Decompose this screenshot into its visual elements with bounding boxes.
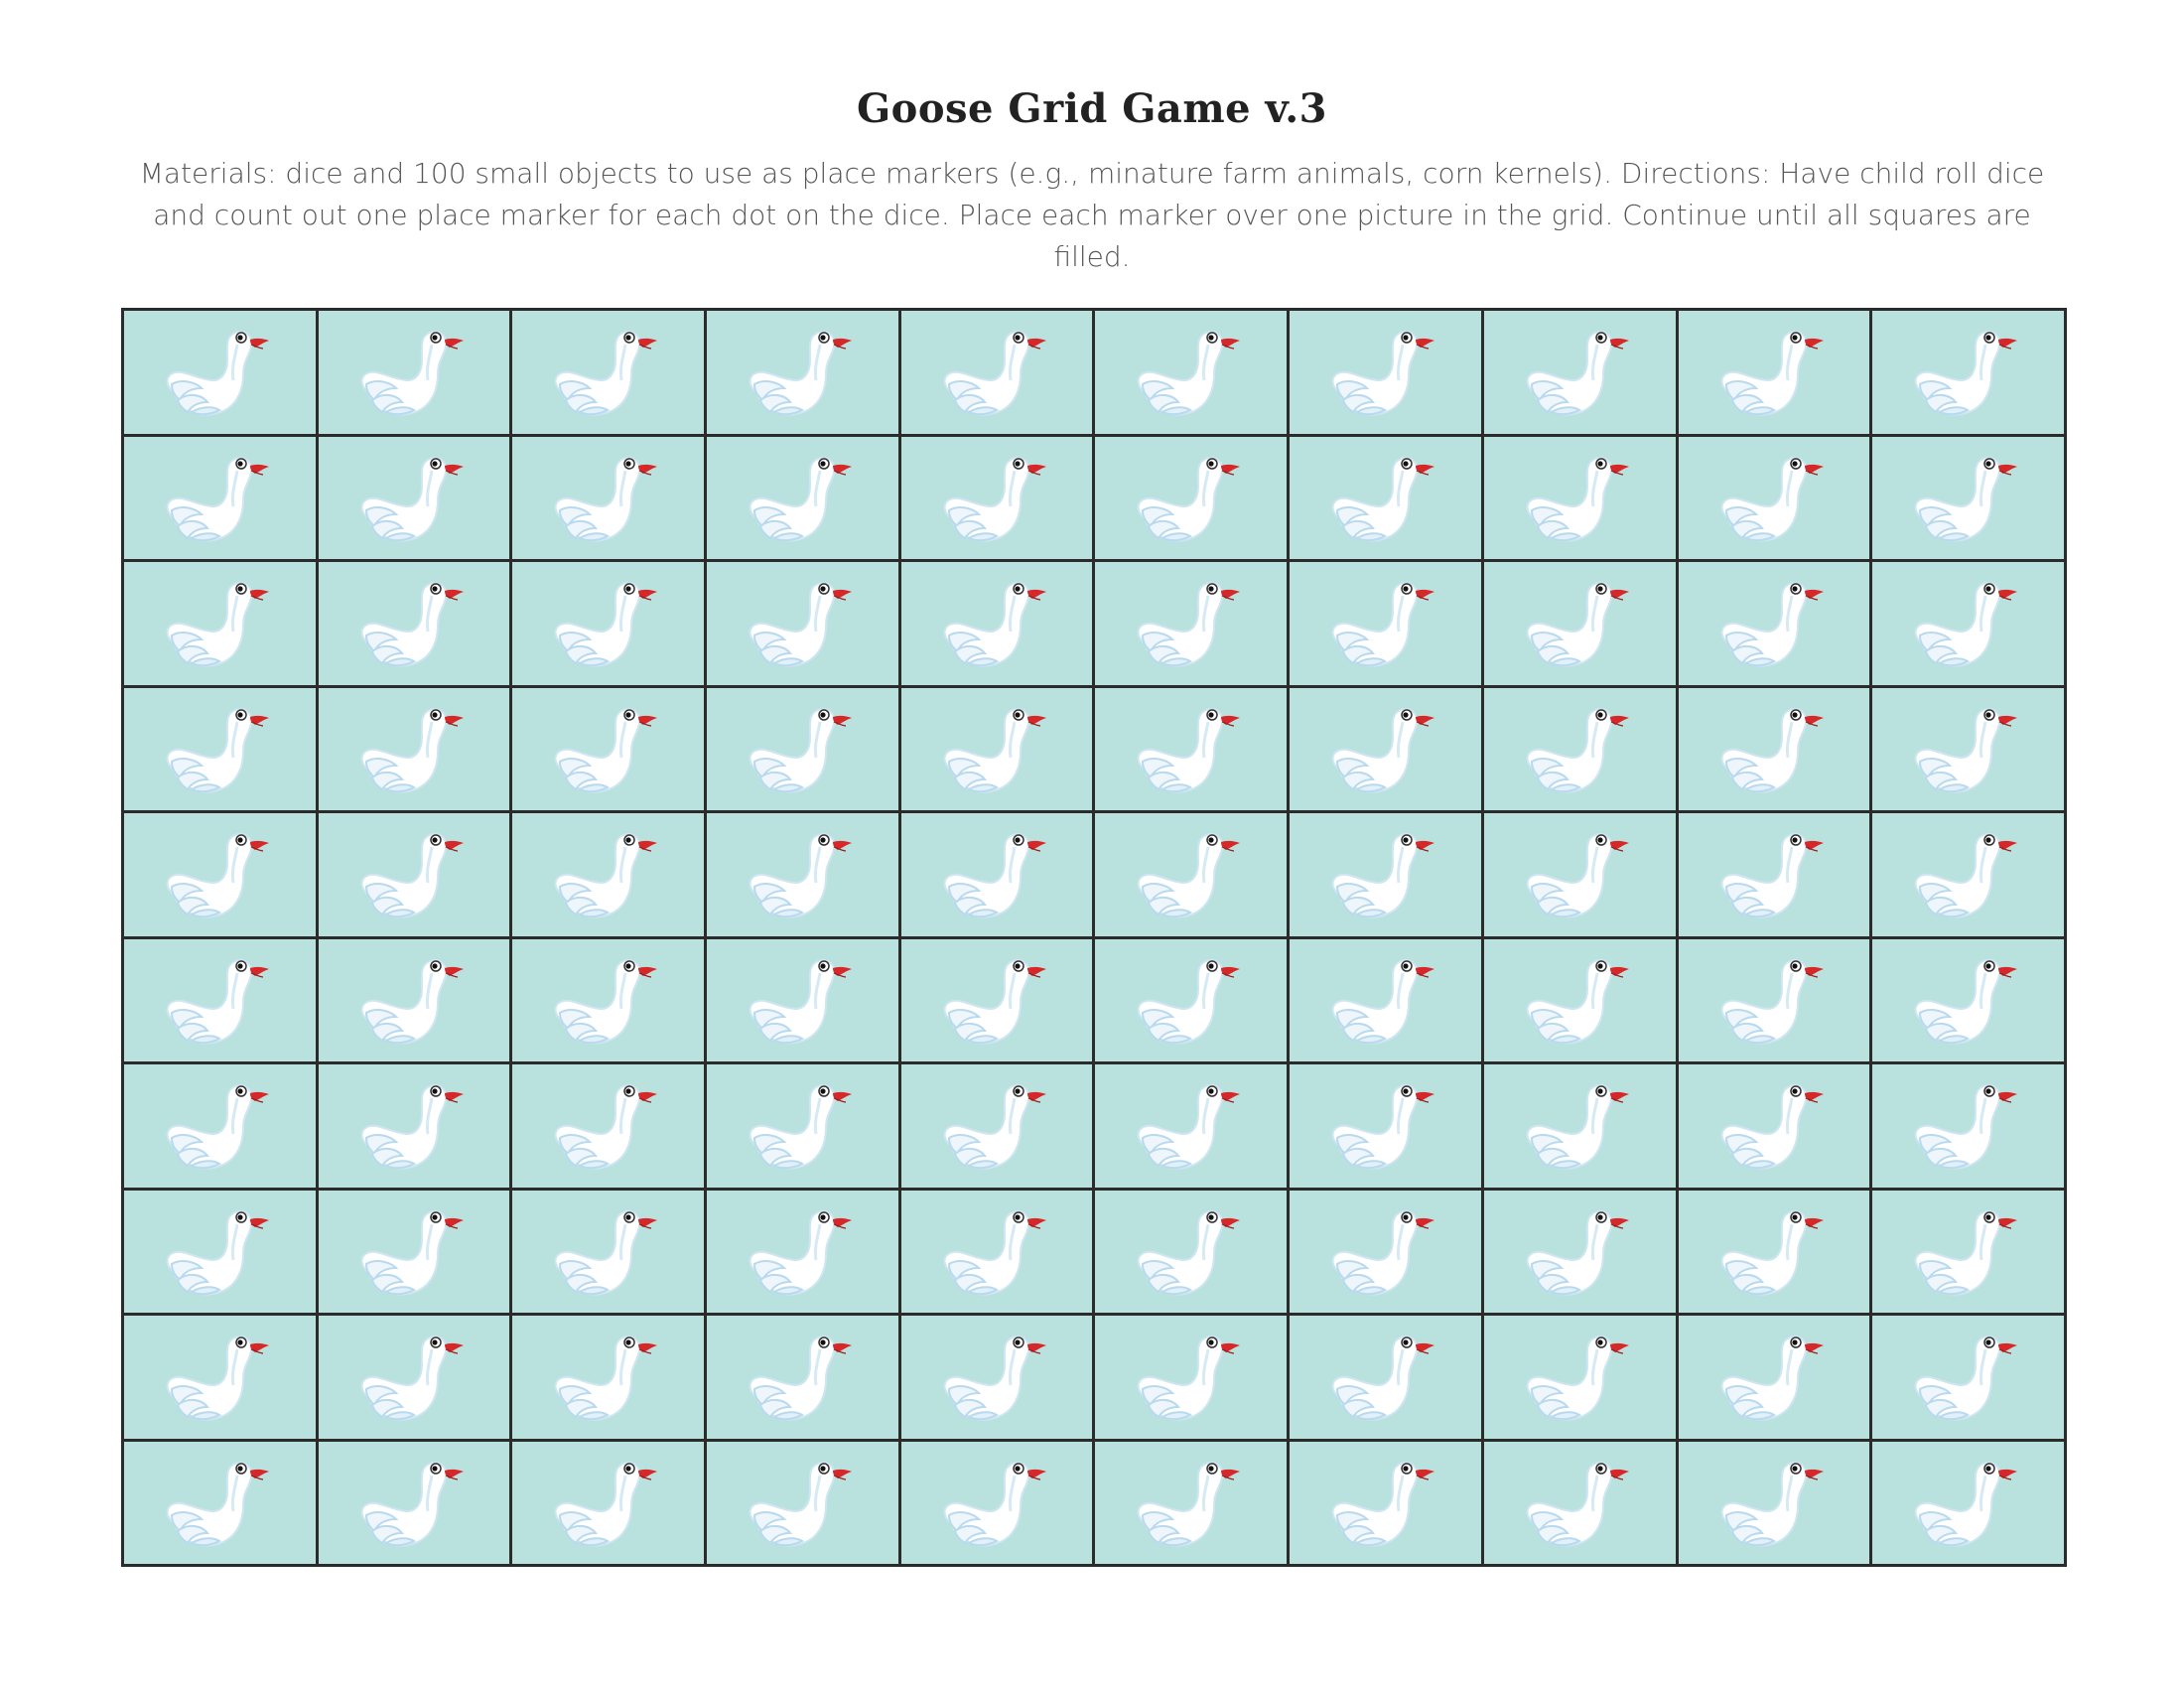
grid-cell (124, 1442, 316, 1565)
goose-icon (1512, 449, 1633, 550)
grid-cell (124, 1316, 316, 1439)
grid-cell (1872, 688, 2064, 811)
grid-cell (707, 939, 898, 1062)
grid-cell (319, 1442, 510, 1565)
goose-icon (346, 1328, 468, 1429)
grid-cell (1872, 939, 2064, 1062)
grid-cell (1679, 311, 1870, 434)
grid-cell (707, 1442, 898, 1565)
goose-icon (540, 574, 661, 675)
grid-cell (1679, 562, 1870, 685)
grid-cell (901, 939, 1093, 1062)
grid-cell (1095, 311, 1287, 434)
grid-cell (1679, 1316, 1870, 1439)
goose-icon (1706, 1328, 1828, 1429)
goose-icon (1512, 1076, 1633, 1178)
grid-cell (1872, 562, 2064, 685)
goose-icon (1900, 574, 2021, 675)
goose-icon (1317, 1454, 1438, 1555)
instructions-text: Materials: dice and 100 small objects to use as place markers (e.g., minature farm animals, corn kernels). Directions: Have child roll dice and count out one place marker for each dot on the dice. Place each marker over one picture in the grid. Continue until all squares are filled. (139, 157, 2045, 273)
grid-cell (319, 1191, 510, 1314)
grid-cell (1484, 939, 1676, 1062)
goose-icon (346, 574, 468, 675)
grid-cell (124, 939, 316, 1062)
goose-icon (1900, 323, 2021, 424)
goose-grid (121, 308, 2067, 1567)
goose-icon (346, 323, 468, 424)
goose-icon (1123, 951, 1244, 1053)
goose-icon (1123, 449, 1244, 550)
grid-cell (1484, 562, 1676, 685)
grid-cell (1095, 1191, 1287, 1314)
goose-icon (1706, 825, 1828, 926)
goose-icon (1317, 323, 1438, 424)
goose-icon (152, 700, 273, 801)
grid-cell (124, 1064, 316, 1188)
goose-icon (540, 1076, 661, 1178)
grid-cell (512, 437, 704, 560)
goose-icon (346, 951, 468, 1053)
grid-cell (512, 939, 704, 1062)
goose-icon (1900, 1328, 2021, 1429)
grid-cell (707, 1064, 898, 1188)
goose-icon (152, 574, 273, 675)
grid-cell (901, 437, 1093, 560)
grid-cell (1095, 813, 1287, 936)
grid-cell (512, 813, 704, 936)
goose-icon (1317, 574, 1438, 675)
goose-icon (152, 1076, 273, 1178)
grid-cell (1679, 1442, 1870, 1565)
goose-icon (540, 951, 661, 1053)
goose-icon (152, 1454, 273, 1555)
goose-icon (1900, 825, 2021, 926)
goose-icon (735, 951, 856, 1053)
grid-cell (1679, 1191, 1870, 1314)
grid-cell (319, 437, 510, 560)
grid-cell (1679, 437, 1870, 560)
goose-icon (1317, 449, 1438, 550)
grid-cell (1290, 1064, 1481, 1188)
goose-icon (1123, 825, 1244, 926)
goose-icon (540, 1202, 661, 1304)
goose-icon (735, 700, 856, 801)
goose-icon (346, 825, 468, 926)
grid-cell (319, 688, 510, 811)
goose-icon (735, 449, 856, 550)
grid-cell (1095, 939, 1287, 1062)
grid-cell (707, 437, 898, 560)
goose-icon (152, 1328, 273, 1429)
grid-cell (1679, 688, 1870, 811)
grid-cell (512, 1316, 704, 1439)
goose-icon (152, 1202, 273, 1304)
goose-icon (1123, 1328, 1244, 1429)
grid-cell (1290, 437, 1481, 560)
page-title: Goose Grid Game v.3 (857, 85, 1327, 132)
goose-icon (1512, 1202, 1633, 1304)
grid-cell (901, 1442, 1093, 1565)
grid-cell (319, 562, 510, 685)
grid-cell (1290, 562, 1481, 685)
goose-icon (929, 574, 1050, 675)
goose-icon (1512, 951, 1633, 1053)
goose-icon (1123, 700, 1244, 801)
goose-icon (1706, 574, 1828, 675)
grid-cell (901, 1191, 1093, 1314)
grid-cell (1290, 1191, 1481, 1314)
goose-icon (1123, 1076, 1244, 1178)
grid-cell (319, 311, 510, 434)
grid-cell (319, 1316, 510, 1439)
goose-icon (735, 1454, 856, 1555)
grid-cell (1484, 311, 1676, 434)
grid-cell (1290, 1442, 1481, 1565)
goose-icon (1900, 1076, 2021, 1178)
goose-icon (1900, 1454, 2021, 1555)
goose-icon (929, 825, 1050, 926)
goose-icon (1123, 574, 1244, 675)
grid-cell (124, 813, 316, 936)
goose-icon (1123, 1202, 1244, 1304)
goose-icon (1512, 574, 1633, 675)
goose-icon (346, 700, 468, 801)
goose-icon (1706, 1202, 1828, 1304)
goose-icon (346, 1076, 468, 1178)
goose-icon (1512, 1328, 1633, 1429)
goose-icon (1900, 1202, 2021, 1304)
goose-icon (540, 1454, 661, 1555)
grid-cell (1290, 813, 1481, 936)
goose-icon (1706, 1076, 1828, 1178)
grid-cell (1484, 437, 1676, 560)
grid-cell (1095, 562, 1287, 685)
grid-cell (1484, 1064, 1676, 1188)
goose-icon (152, 951, 273, 1053)
grid-cell (124, 437, 316, 560)
grid-cell (1679, 813, 1870, 936)
goose-icon (1706, 700, 1828, 801)
grid-cell (1290, 939, 1481, 1062)
grid-cell (512, 1191, 704, 1314)
goose-icon (540, 449, 661, 550)
goose-icon (929, 1454, 1050, 1555)
goose-icon (1706, 951, 1828, 1053)
grid-cell (901, 1064, 1093, 1188)
grid-cell (1484, 813, 1676, 936)
grid-cell (512, 688, 704, 811)
goose-icon (346, 1202, 468, 1304)
grid-cell (707, 813, 898, 936)
goose-icon (929, 1202, 1050, 1304)
grid-cell (124, 562, 316, 685)
goose-icon (152, 825, 273, 926)
grid-cell (1872, 1064, 2064, 1188)
goose-icon (1317, 1328, 1438, 1429)
grid-cell (1095, 688, 1287, 811)
grid-cell (901, 562, 1093, 685)
goose-icon (735, 323, 856, 424)
goose-icon (1706, 449, 1828, 550)
goose-icon (929, 323, 1050, 424)
goose-icon (735, 1076, 856, 1178)
grid-cell (319, 813, 510, 936)
goose-icon (735, 1328, 856, 1429)
grid-cell (512, 1442, 704, 1565)
goose-icon (929, 700, 1050, 801)
goose-icon (346, 1454, 468, 1555)
goose-icon (1123, 1454, 1244, 1555)
goose-icon (929, 1328, 1050, 1429)
goose-icon (1123, 323, 1244, 424)
goose-icon (1512, 1454, 1633, 1555)
grid-cell (1095, 437, 1287, 560)
grid-cell (512, 562, 704, 685)
goose-icon (1317, 951, 1438, 1053)
grid-cell (707, 562, 898, 685)
goose-icon (540, 1328, 661, 1429)
goose-icon (1512, 323, 1633, 424)
grid-cell (319, 939, 510, 1062)
grid-cell (124, 1191, 316, 1314)
goose-icon (1512, 825, 1633, 926)
goose-icon (1900, 951, 2021, 1053)
goose-icon (1317, 1076, 1438, 1178)
grid-cell (901, 1316, 1093, 1439)
grid-cell (1290, 311, 1481, 434)
goose-icon (1706, 1454, 1828, 1555)
grid-cell (901, 813, 1093, 936)
goose-icon (929, 449, 1050, 550)
goose-icon (1317, 1202, 1438, 1304)
grid-cell (1484, 1191, 1676, 1314)
goose-icon (1512, 700, 1633, 801)
grid-cell (1872, 1191, 2064, 1314)
grid-cell (707, 1191, 898, 1314)
grid-cell (124, 688, 316, 811)
grid-cell (1484, 1442, 1676, 1565)
goose-icon (152, 449, 273, 550)
grid-cell (1484, 1316, 1676, 1439)
goose-icon (1900, 449, 2021, 550)
grid-cell (1290, 688, 1481, 811)
goose-icon (1706, 323, 1828, 424)
grid-cell (1872, 813, 2064, 936)
grid-cell (124, 311, 316, 434)
goose-icon (735, 574, 856, 675)
grid-cell (1290, 1316, 1481, 1439)
goose-icon (540, 700, 661, 801)
goose-icon (540, 825, 661, 926)
goose-icon (929, 951, 1050, 1053)
grid-cell (707, 311, 898, 434)
goose-icon (1900, 700, 2021, 801)
goose-icon (735, 825, 856, 926)
grid-cell (707, 1316, 898, 1439)
grid-cell (512, 311, 704, 434)
goose-icon (1317, 825, 1438, 926)
grid-cell (1872, 1442, 2064, 1565)
grid-cell (1095, 1064, 1287, 1188)
goose-icon (735, 1202, 856, 1304)
goose-icon (1317, 700, 1438, 801)
goose-icon (929, 1076, 1050, 1178)
grid-cell (1679, 939, 1870, 1062)
grid-cell (1484, 688, 1676, 811)
grid-cell (1872, 1316, 2064, 1439)
grid-cell (901, 688, 1093, 811)
grid-cell (512, 1064, 704, 1188)
grid-cell (1872, 311, 2064, 434)
grid-cell (319, 1064, 510, 1188)
grid-cell (1095, 1316, 1287, 1439)
grid-cell (1679, 1064, 1870, 1188)
grid-cell (901, 311, 1093, 434)
grid-cell (1095, 1442, 1287, 1565)
grid-cell (1872, 437, 2064, 560)
goose-icon (152, 323, 273, 424)
goose-icon (346, 449, 468, 550)
goose-icon (540, 323, 661, 424)
grid-cell (707, 688, 898, 811)
